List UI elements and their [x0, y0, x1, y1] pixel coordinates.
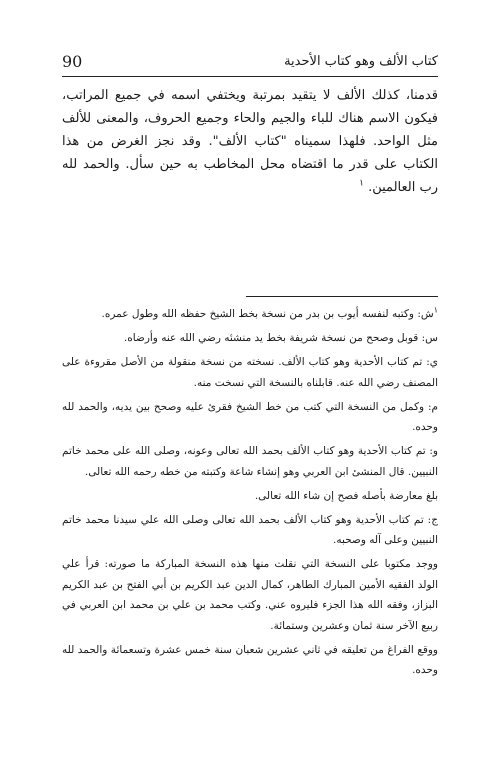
footnote-marker: ١	[433, 305, 438, 315]
footnote-text: و: تم كتاب الأحدية وهو كتاب الألف بحمد الله تعالى وعونه، وصلى الله على محمد خاتم النبيين. قال المنشئ ابن العربي وهو إنشاء شاعة وكتبته من خطه رحمه الله تعالى.	[62, 445, 438, 478]
footnote-text: ش: وكتبه لنفسه أيوب بن بدر من نسخة بخط الشيخ حفظه الله وطول عمره.	[101, 308, 434, 320]
footnote-separator	[246, 296, 438, 297]
footnote-text: ي: تم كتاب الأحدية وهو كتاب الألف. نسخته من نسخة منقولة من الأصل مقروءة على المصنف رضي الله عنه. قابلناه بالنسخة التي نسخت منه.	[62, 356, 438, 389]
footnote-item	[62, 441, 438, 482]
footnote-item	[62, 328, 438, 349]
footnote-text: ووقع الفراغ من تعليقه في ثاني عشرين شعبان سنة خمس عشرة وتسعمائة والحمد لله وحده.	[62, 643, 438, 676]
footnote-item	[62, 352, 438, 393]
footnote-item	[62, 304, 438, 325]
footnote-item	[62, 397, 438, 438]
main-text	[62, 84, 438, 199]
running-title: كتاب الألف وهو كتاب الأحدية	[284, 54, 438, 69]
page-header	[62, 52, 438, 74]
footnote-item	[62, 640, 438, 681]
footnote-item	[62, 554, 438, 636]
page-number: 90	[62, 52, 83, 71]
body-paragraph-text: قدمنا، كذلك الألف لا يتقيد بمرتبة ويختفي اسمه في جميع المراتب، فيكون الاسم هناك للباء والجيم والحاء وجميع الحروف، والمعنى للألف مثل الواحد. فلهذا سميناه "كتاب الألف". وقد نجز الغرض من هذا الكتاب على قدر ما اقتضاه محل المخاطب به حين سأل. والحمد لله رب العالمين.	[62, 88, 438, 195]
footnote-text: م: وكمل من النسخة التي كتب من خط الشيخ فقرئ عليه وصحح بين يديه، والحمد لله وحده.	[62, 400, 438, 433]
footnotes	[62, 304, 438, 684]
header-rule	[62, 76, 438, 77]
footnote-text: ووجد مكتوبا على النسخة التي نقلت منها هذه النسخة المباركة ما صورته: قرأ علي الولد الفقيه الأمين المبارك الطاهر، كمال الدين عبد الكريم بن أبي الفتح بن عبد الكريم البزاز، وفقه الله هذا الجزء فليروه عني. وكتب محمد بن علي بن محمد ابن العربي في ربيع الآخر سنة ثمان وعشرين وستمائة.	[62, 558, 438, 632]
footnote-reference: ١	[359, 178, 364, 189]
footnote-item	[62, 486, 438, 507]
footnote-text: بلغ معارضة بأصله فصح إن شاء الله تعالى.	[254, 489, 438, 502]
footnote-text: ج: تم كتاب الأحدية وهو كتاب الألف بحمد الله تعالى وصلى الله علي سيدنا محمد خاتم النبيين وعلى آله وصحبه.	[62, 513, 438, 546]
body-paragraph	[62, 84, 438, 199]
footnote-item	[62, 510, 438, 551]
footnote-text: س: قوبل وصحح من نسخة شريفة بخط يد منشئه رضي الله عنه وأرضاه.	[123, 332, 438, 344]
